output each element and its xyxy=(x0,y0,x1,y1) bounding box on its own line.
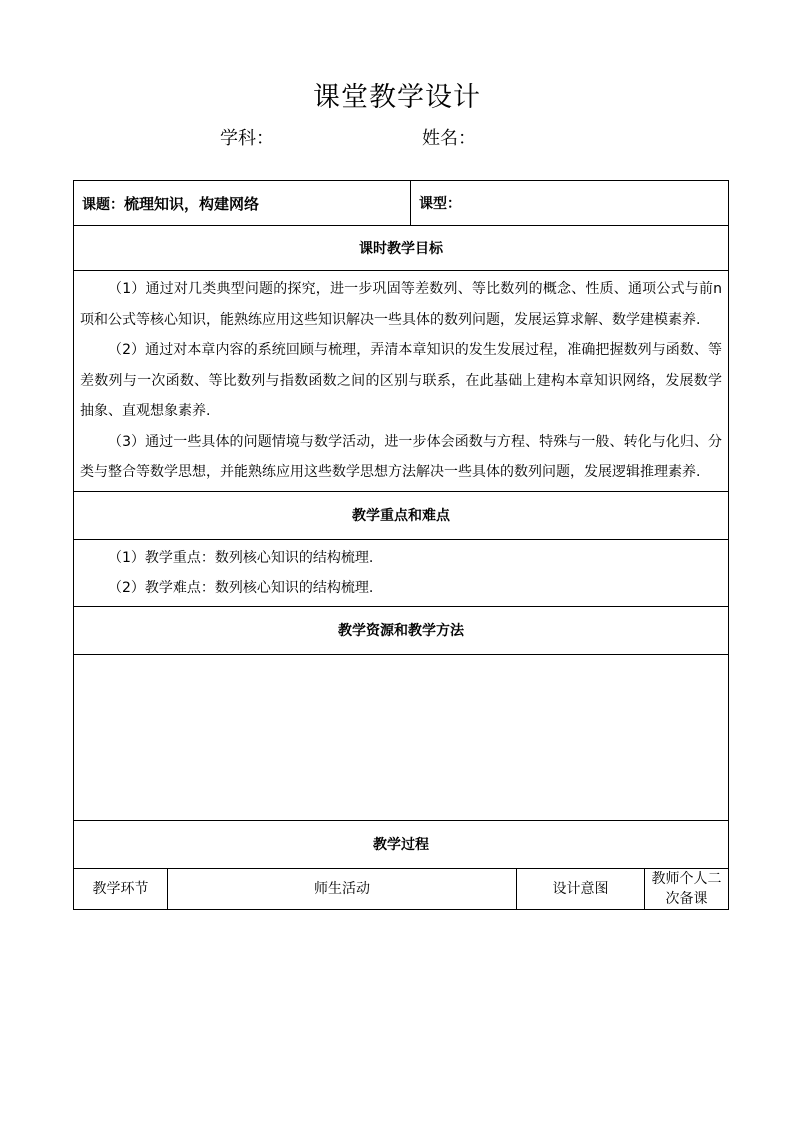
column-teaching-stage: 教学环节 xyxy=(74,868,168,909)
resources-heading-row xyxy=(74,606,729,654)
lesson-info-row xyxy=(74,181,729,226)
process-heading: 教学过程 xyxy=(74,820,729,868)
key-points-heading-row xyxy=(74,491,729,539)
key-points-body xyxy=(74,539,729,606)
topic-value: 梳理知识，构建网络 xyxy=(124,194,260,213)
objective-item: （3）通过一些具体的问题情境与数学活动，进一步体会函数与方程、特殊与一般、转化与化归、分类与整合等数学思想，并能熟练应用这些数学思想方法解决一些具体的数列问题，发展逻辑推理素养. xyxy=(80,433,723,480)
column-teacher-notes: 教师个人二次备课 xyxy=(645,868,729,909)
resources-body-row xyxy=(74,654,729,820)
process-heading-row xyxy=(74,820,729,868)
objective-item: （1）通过对几类典型问题的探究，进一步巩固等差数列、等比数列的概念、性质、通项公式与前n项和公式等核心知识，能熟练应用这些知识解决一些具体的数列问题，发展运算求解、数学建模素养. xyxy=(80,281,723,328)
lesson-type-label: 课型： xyxy=(419,196,462,212)
topic-label: 课题： xyxy=(82,196,124,213)
objectives-body-row xyxy=(74,271,729,492)
subject-label: 学科： xyxy=(220,128,274,149)
resources-body xyxy=(74,654,729,820)
objectives-body xyxy=(74,271,729,492)
key-point-item: （1）教学重点：数列核心知识的结构梳理. xyxy=(108,549,374,566)
column-design-intent: 设计意图 xyxy=(517,868,645,909)
lesson-plan-table xyxy=(73,180,729,910)
name-label: 姓名： xyxy=(422,128,476,149)
lesson-type-cell xyxy=(411,181,729,226)
objective-item: （2）通过对本章内容的系统回顾与梳理，弄清本章知识的发生发展过程，准确把握数列与函数、等差数列与一次函数、等比数列与指数函数之间的区别与联系，在此基础上建构本章知识网络，发展数学抽象、直观想象素养. xyxy=(80,342,723,419)
page-title: 课堂教学设计 xyxy=(313,82,481,113)
key-points-body-row xyxy=(74,539,729,606)
resources-heading: 教学资源和教学方法 xyxy=(74,606,729,654)
key-point-item: （2）教学难点：数列核心知识的结构梳理. xyxy=(108,579,374,596)
objectives-heading: 课时教学目标 xyxy=(74,226,729,271)
column-teacher-student-activity: 师生活动 xyxy=(168,868,517,909)
objectives-heading-row xyxy=(74,226,729,271)
process-columns-row xyxy=(74,868,729,909)
topic-cell xyxy=(74,181,411,226)
key-points-heading: 教学重点和难点 xyxy=(74,491,729,539)
